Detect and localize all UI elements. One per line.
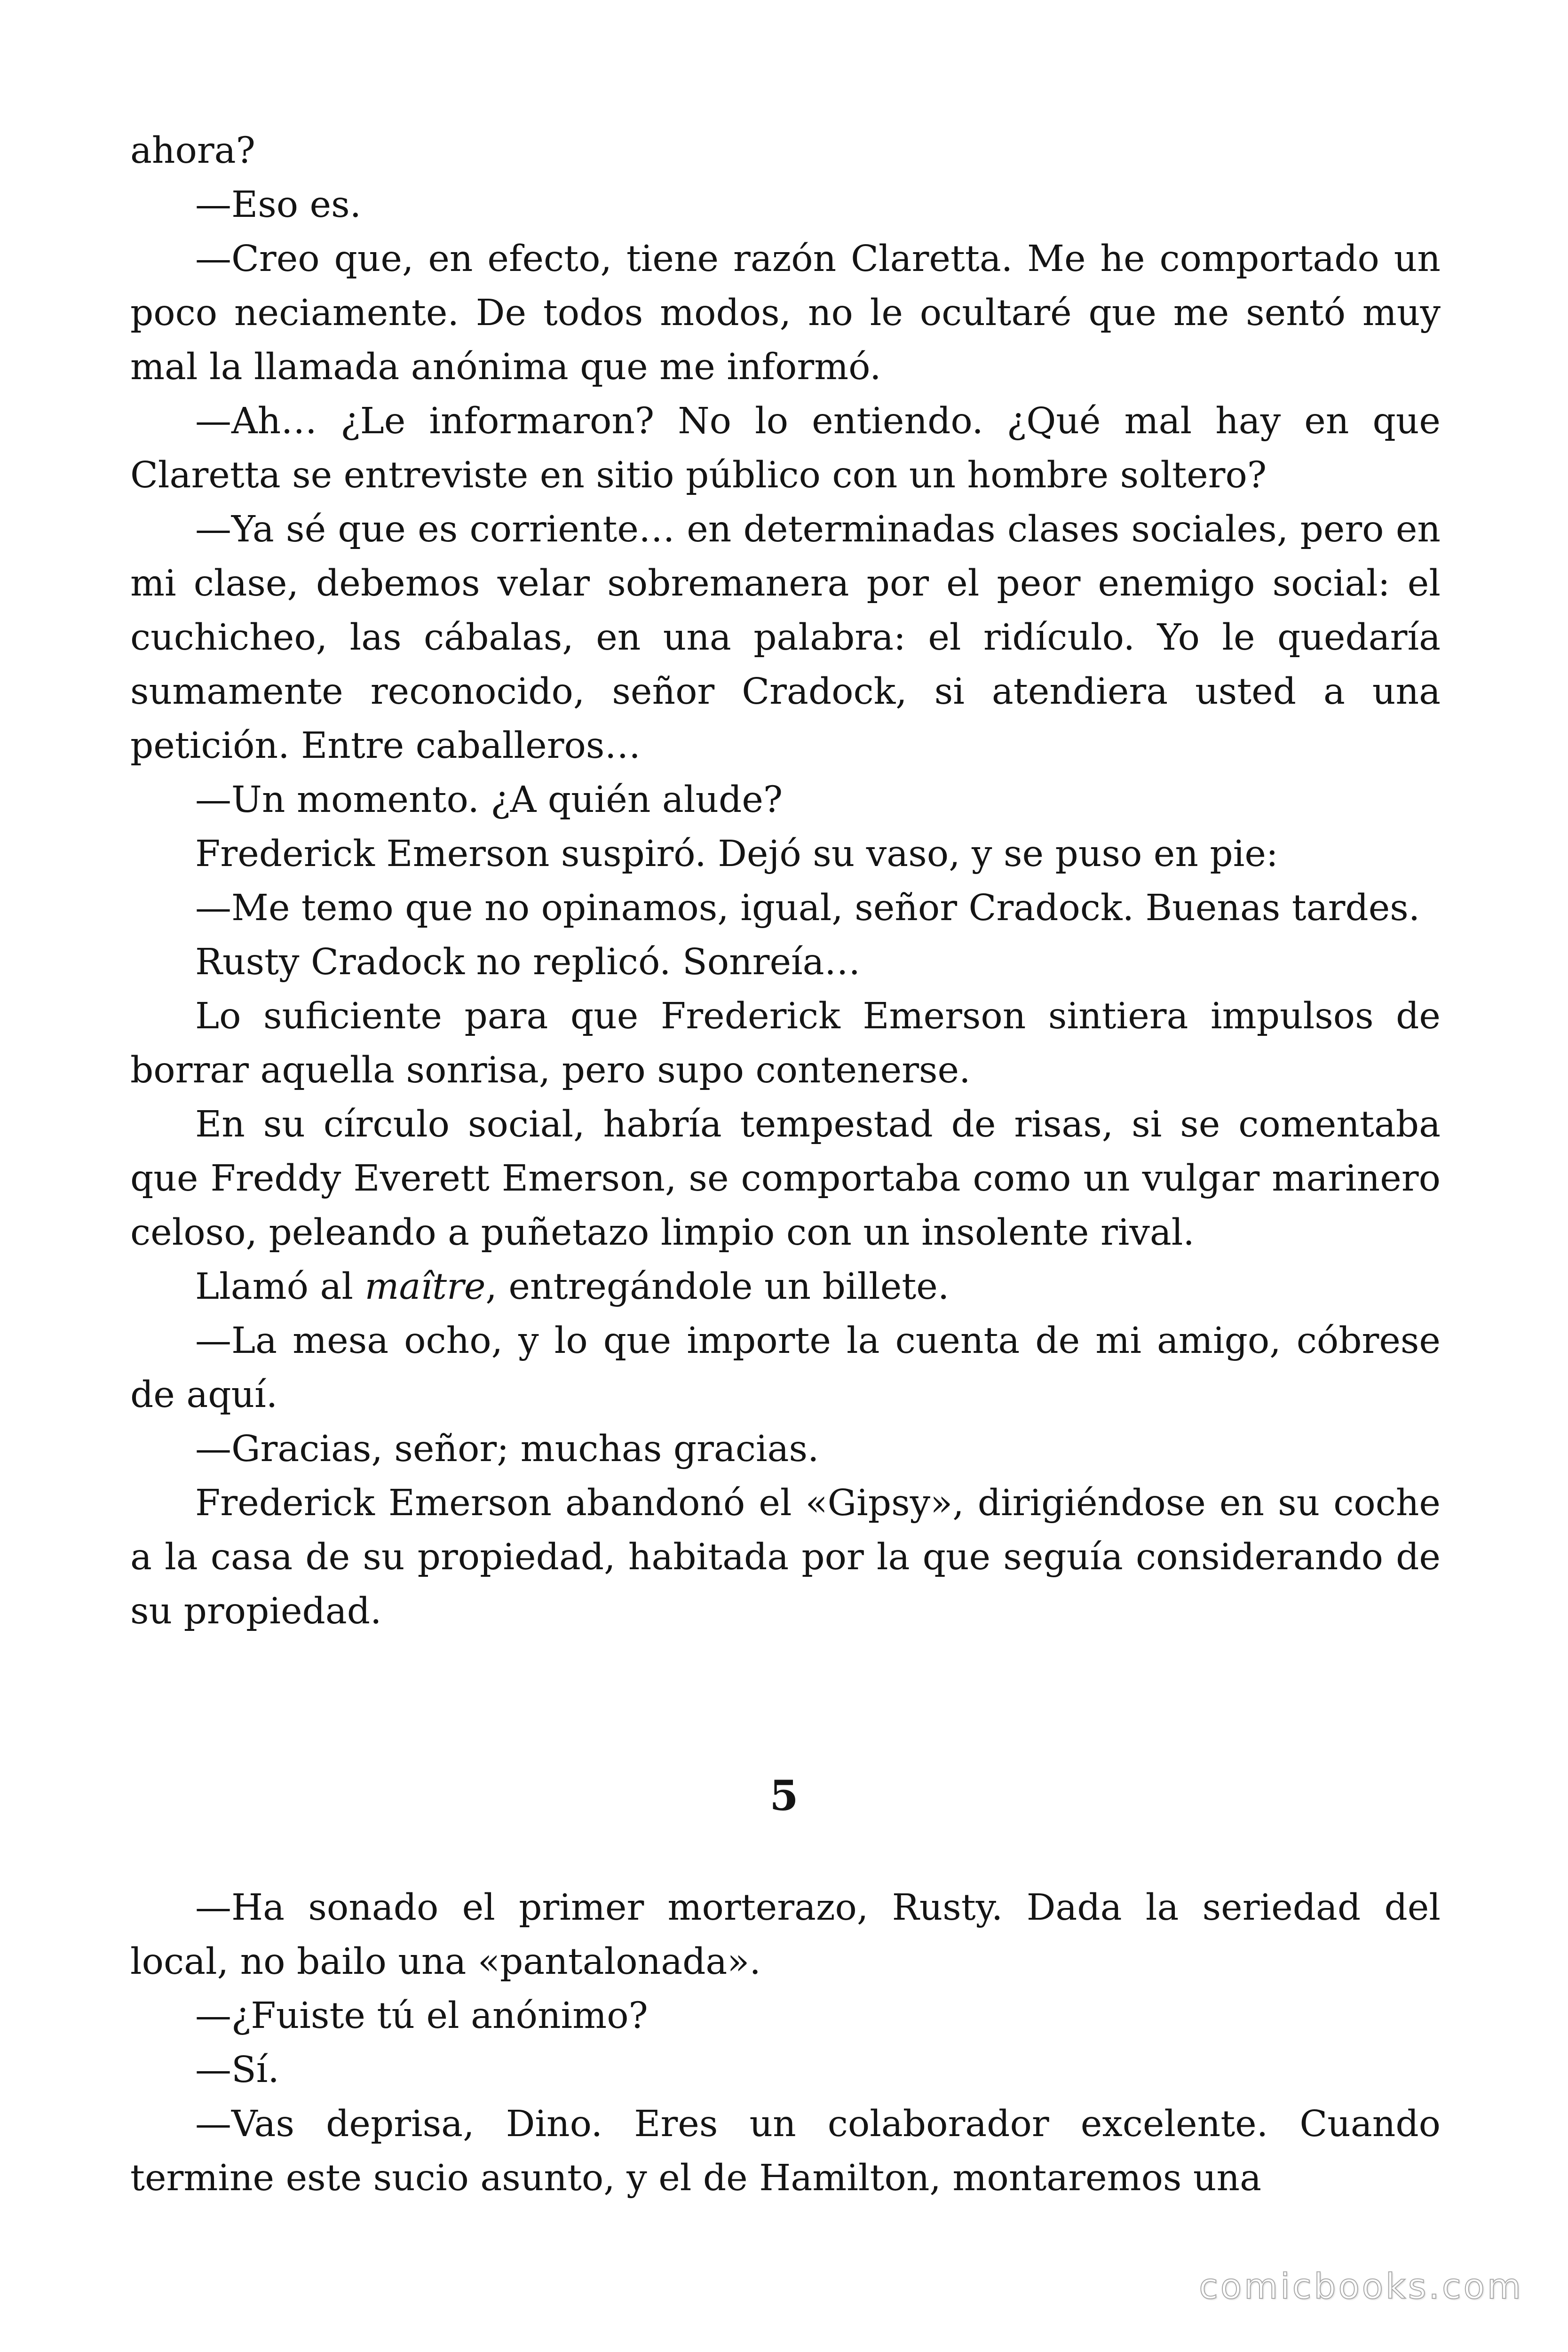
paragraph: —Creo que, en efecto, tiene razón Claretta. Me he comportado un poco neciamente. De todos modos, no le ocultaré que me sentó muy mal la llamada anónima que me informó. [130, 238, 1441, 388]
italic-word: maître [364, 1266, 486, 1308]
paragraph: Frederick Emerson abandonó el «Gipsy», dirigiéndose en su coche a la casa de su propiedad, habitada por la que seguía considerando de su propiedad. [130, 1482, 1441, 1632]
paragraph: —Ya sé que es corriente… en determinadas clases sociales, pero en mi clase, debemos velar sobremanera por el peor enemigo social: el cuchicheo, las cábalas, en una palabra: el ridículo. Yo le quedaría sumamente reconocido, señor Cradock, si atendiera usted a una petición. Entre caballeros… [130, 509, 1441, 767]
chapter-heading: 5 [769, 1771, 799, 1820]
watermark-text: comicbooks.com [1199, 2266, 1523, 2307]
paragraph: —Sí. [195, 2049, 279, 2091]
paragraph: —Gracias, señor; muchas gracias. [195, 1428, 819, 1470]
paragraph: —¿Fuiste tú el anónimo? [195, 1995, 648, 2037]
paragraph: Frederick Emerson suspiró. Dejó su vaso, y se puso en pie: [195, 833, 1278, 875]
paragraph: —Me temo que no opinamos, igual, señor Cradock. Buenas tardes. [195, 887, 1420, 929]
paragraph: —Eso es. [195, 184, 362, 226]
paragraph-text: , entregándole un billete. [485, 1266, 950, 1308]
paragraph: Lo suficiente para que Frederick Emerson sintiera impulsos de borrar aquella sonrisa, pero supo contenerse. [130, 995, 1441, 1091]
paragraph: —Ha sonado el primer morterazo, Rusty. Dada la seriedad del local, no bailo una «pantalonada». [130, 1887, 1441, 1983]
top-text-block [130, 124, 1441, 1638]
paragraph: —Vas deprisa, Dino. Eres un colaborador excelente. Cuando termine este sucio asunto, y el de Hamilton, montaremos una [130, 2103, 1441, 2199]
paragraph: ahora? [130, 130, 255, 172]
paragraph: Rusty Cradock no replicó. Sonreía… [195, 941, 861, 983]
paragraph-with-italic [130, 1260, 1441, 1314]
paragraph: —La mesa ocho, y lo que importe la cuenta de mi amigo, cóbrese de aquí. [130, 1320, 1441, 1416]
paragraph: En su círculo social, habría tempestad de risas, si se comentaba que Freddy Everett Emerson, se comportaba como un vulgar marinero celoso, peleando a puñetazo limpio con un insolente rival. [130, 1104, 1441, 1254]
bottom-text-block [130, 1881, 1441, 2205]
paragraph: —Un momento. ¿A quién alude? [195, 779, 783, 821]
paragraph: —Ah… ¿Le informaron? No lo entiendo. ¿Qué mal hay en que Claretta se entreviste en sitio público con un hombre soltero? [130, 400, 1441, 496]
paragraph-text: Llamó al [195, 1266, 365, 1308]
